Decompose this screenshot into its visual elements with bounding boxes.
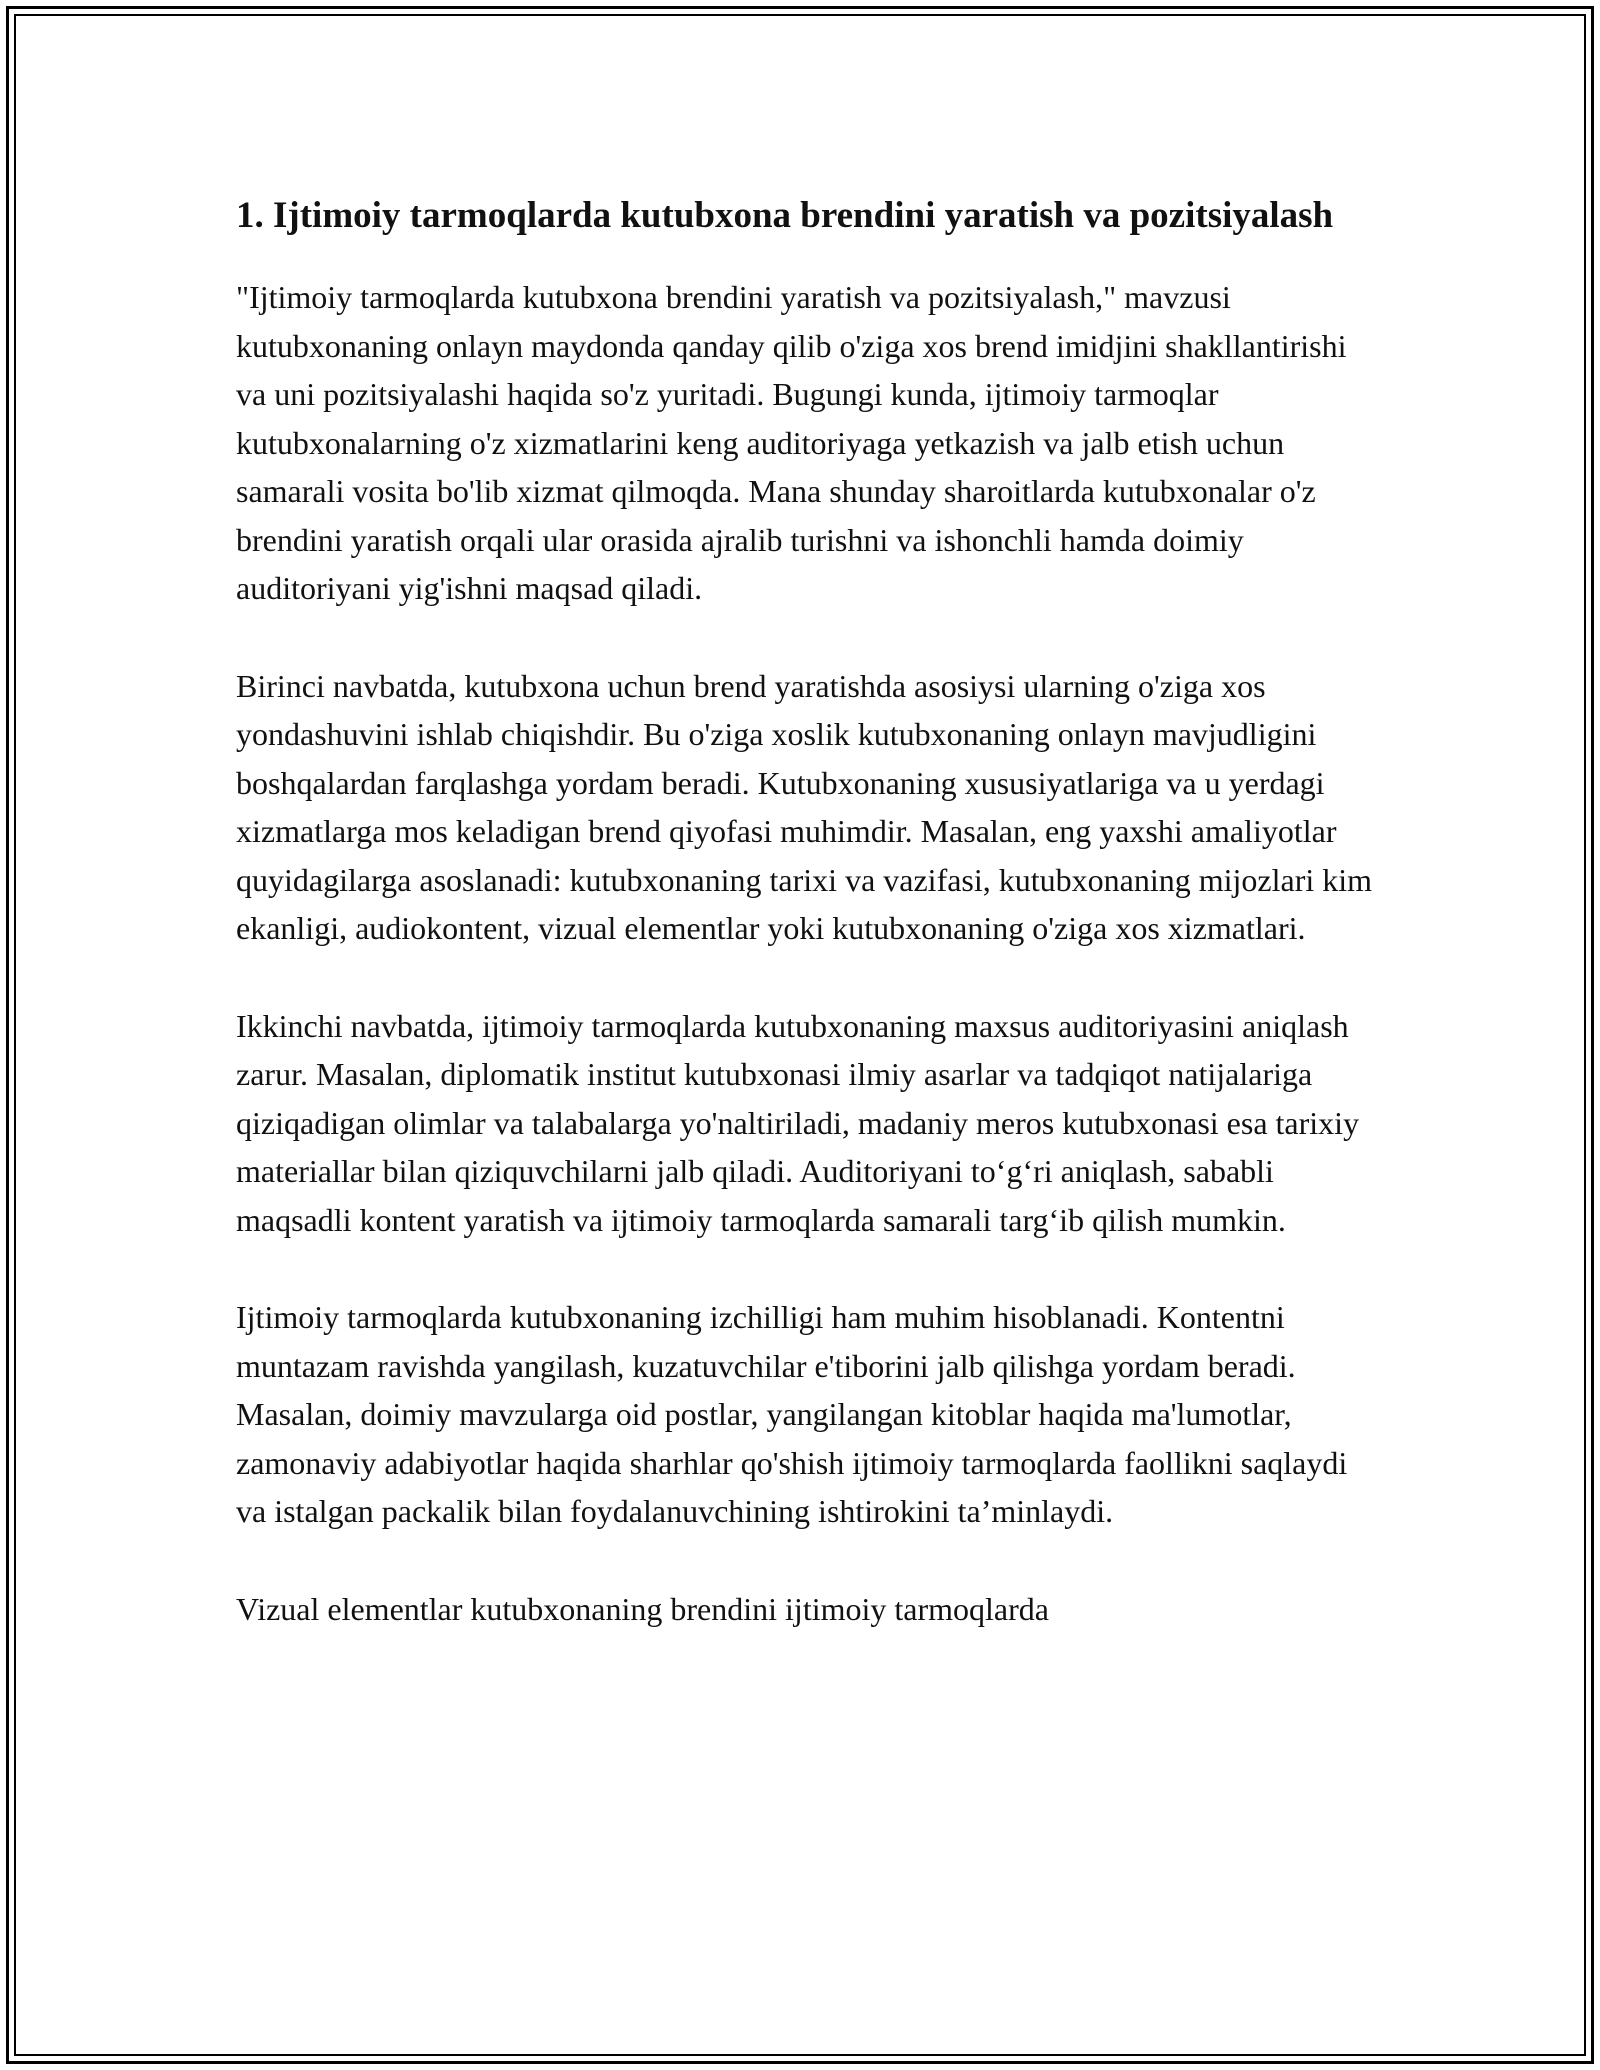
section-heading: 1. Ijtimoiy tarmoqlarda kutubxona brendini yaratish va pozitsiyalash [236, 195, 1334, 236]
paragraph-audience: Ikkinchi navbatda, ijtimoiy tarmoqlarda kutubxonaning maxsus auditoriyasini aniqlash zarur. Masalan, diplomatik institut kutubxonasi ilmiy asarlar va tadqiqot natijalariga qiziqadigan olimlar va talabalarga yo'naltiriladi, madaniy meros kutubxonasi esa tarixiy materiallar bilan qiziquvchilarni jalb qiladi. Auditoriyani to‘g‘ri aniqlash, sababli maqsadli kontent yaratish va ijtimoiy tarmoqlarda samarali targ‘ib qilish mumkin. [236, 1007, 1360, 1238]
paragraph-visual-elements: Vizual elementlar kutubxonaning brendini ijtimoiy tarmoqlarda [236, 1590, 1049, 1627]
paragraph-brand-approach: Birinci navbatda, kutubxona uchun brend yaratishda asosiysi ularning o'ziga xos yondashuvini ishlab chiqishdir. Bu o'ziga xoslik kutubxonaning onlayn mavjudligini boshqalardan farqlashga yordam beradi. Kutubxonaning xususiyatlariga va u yerdagi xizmatlarga mos keladigan brend qiyofasi muhimdir. Masalan, eng yaxshi amaliyotlar quyidagilarga asoslanadi: kutubxonaning tarixi va vazifasi, kutubxonaning mijozlari kim ekanligi, audiokontent, vizual elementlar yoki kutubxonaning o'ziga xos xizmatlari. [236, 667, 1373, 946]
document-body [236, 188, 1376, 1682]
paragraph-consistency: Ijtimoiy tarmoqlarda kutubxonaning izchilligi ham muhim hisoblanadi. Kontentni muntazam ravishda yangilash, kuzatuvchilar e'tiborini jalb qilishga yordam beradi. Masalan, doimiy mavzularga oid postlar, yangilangan kitoblar haqida ma'lumotlar, zamonaviy adabiyotlar haqida sharhlar qo'shish ijtimoiy tarmoqlarda faollikni saqlaydi va istalgan packalik bilan foydalanuvchining ishtirokini ta’minlaydi. [236, 1299, 1348, 1529]
paragraph-intro: "Ijtimoiy tarmoqlarda kutubxona brendini yaratish va pozitsiyalash," mavzusi kutubxonaning onlayn maydonda qanday qilib o'ziga xos brend imidjini shakllantirishi va uni pozitsiyalashi haqida so'z yuritadi. Bugungi kunda, ijtimoiy tarmoqlar kutubxonalarning o'z xizmatlarini keng auditoriyaga yetkazish va jalb etish uchun samarali vosita bo'lib xizmat qilmoqda. Mana shunday sharoitlarda kutubxonalar o'z brendini yaratish orqali ular orasida ajralib turishni va ishonchli hamda doimiy auditoriyani yig'ishni maqsad qiladi. [236, 279, 1347, 606]
